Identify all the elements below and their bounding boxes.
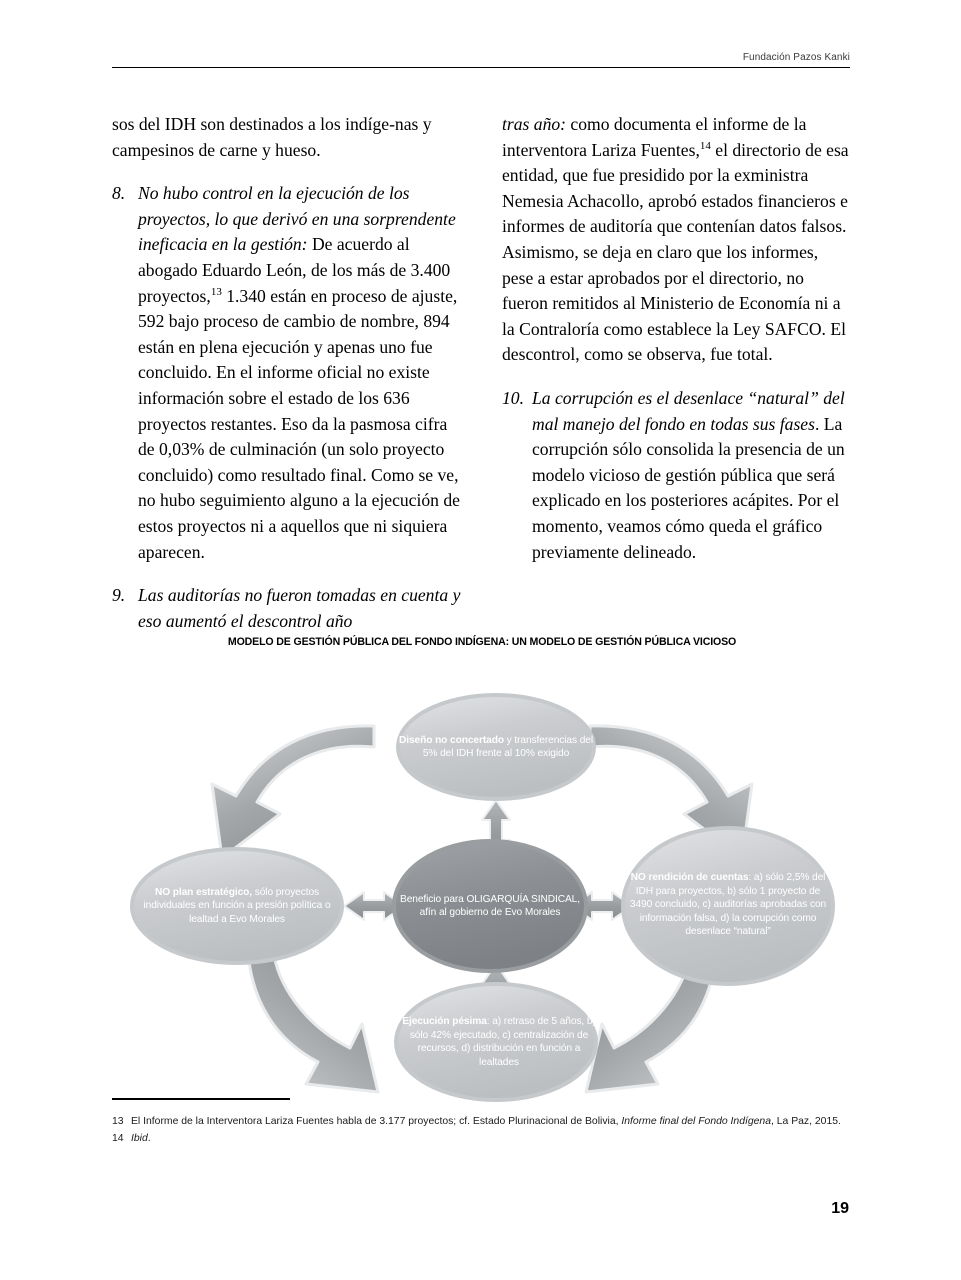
figure-vicious-cycle [112,636,852,1102]
node-top-bold: Diseño no concertado [398,734,504,746]
list-text-8b: 1.340 están en proceso de ajuste, 592 bajo proceso de cambio de nombre, 894 están en plena ejecución y apenas uno fue concluido. En el informe oficial no existe información sobre el estado de los 636 proyectos restantes. Eso da la pasmosa cifra de 0,03% de culminación (un solo proyecto concluido) como resultado final. Como se ve, no hubo seguimiento alguno a la ejecución de estos proyectos ni a aquellos que ni siquiera aparecen. [138,285,460,562]
list-lead-9: Las auditorías no fueron tomadas en cuenta y eso aumentó el descontrol año [138,585,461,631]
node-ellipse-top[interactable] [398,695,594,799]
list-text-10a: . La corrupción sólo consolida la presencia de un modelo vicioso de gestión pública que será explicado en los posteriores acápites. Por el momento, veamos cómo queda el gráfico previamente delineado. [532,413,845,562]
footnote-ref-14: 14 [699,139,711,152]
left-column [112,112,462,652]
node-left-bold: NO plan estratégico, [154,886,253,898]
footnote-14-italic: Ibid [131,1133,148,1145]
header-rule [112,67,850,68]
node-top-rest: y transferencias del 5% del IDH frente al 10% exigido [422,734,594,759]
paragraph-continuation-right [502,112,852,368]
node-ellipse-left[interactable] [132,849,342,963]
list-body-9 [138,583,462,634]
footnote-13-number: 13 [112,1115,124,1127]
list-number-9: 9. [112,585,126,606]
list-text-8a: De acuerdo al abogado Eduardo León, de los más de 3.400 proyectos, [138,234,451,306]
right-column [502,112,852,652]
footnote-13 [112,1114,852,1130]
list-body-8 [138,181,462,565]
node-right-rest: : a) sólo 2,5% del IDH para proyectos, b) sólo 1 proyecto de 3490 concluido, c) auditorías aprobadas con información falsa, d) la corrupción como desenlace “natural” [629,872,827,938]
list-number-8: 8. [112,183,126,204]
footnote-13-part-b: , La Paz, 2015. [770,1115,841,1127]
body-columns [112,112,852,652]
footnotes [112,1098,852,1149]
footnote-14-text [131,1131,852,1147]
list-lead-8: No hubo control en la ejecución de los proyectos, lo que derivó en una sorprendente ineficacia en la gestión: [138,183,456,255]
list-lead-10: La corrupción es el desenlace “natural” del mal manejo del fondo en todas sus fases [532,387,845,434]
page-number: 19 [831,1200,849,1217]
footnote-14-part-b: . [147,1133,151,1145]
cycle-diagram [112,662,852,1102]
node-ellipse-right[interactable] [623,828,833,984]
node-bottom-rest: : a) retraso de 5 años, b) sólo 42% ejecutado, c) centralización de recursos, d) distribución en función a lealtades [409,1016,596,1068]
list-number-10: 10. [502,387,524,408]
node-ellipse-center[interactable] [394,841,586,971]
footnote-separator [112,1098,290,1100]
list-body-10 [532,386,852,565]
node-center-rest: Beneficio para OLIGARQUÍA SINDICAL, afín al gobierno de Evo Morales [400,893,580,918]
page-header [112,52,850,68]
curved-arrow-bottom-left [248,952,378,1092]
paragraph-continuation-left: sos del IDH son destinados a los indíge-nas y campesinos de carne y hueso. [112,114,432,160]
footnote-14 [112,1131,852,1147]
list-item-8 [112,181,462,565]
footnote-13-part-a: El Informe de la Interventora Lariza Fuentes habla de 3.177 proyectos; cf. Estado Plurinacional de Bolivia, [131,1115,622,1127]
figure-title: MODELO DE GESTIÓN PÚBLICA DEL FONDO INDÍGENA: UN MODELO DE GESTIÓN PÚBLICA VICIOSO [227,636,737,648]
node-ellipse-bottom[interactable] [396,984,596,1100]
cycle-diagram-svg [112,662,852,1102]
list-item-10 [502,386,852,565]
footnote-13-italic: Informe final del Fondo Indígena [621,1115,771,1127]
footnote-ref-13: 13 [210,285,222,298]
footnote-14-number: 14 [112,1133,124,1145]
list-item-9 [112,583,462,634]
continuation-rest: el directorio de esa entidad, que fue presidido por la exministra Nemesia Achacollo, aprobó estados financieros e informes de auditoría que contenían datos falsos. Asimismo, se deja en claro que los informes, pese a estar aprobados por el directorio, no fueron remitidos al Ministerio de Economía ni a la Contraloría como establece la Ley SAFCO. El descontrol, como se observa, fue total. [502,139,849,365]
node-left-rest: sólo proyectos individuales en función a presión política o lealtad a Evo Morales [143,886,331,925]
continuation-text: como documenta el informe de la interventora Lariza Fuentes, [502,114,807,160]
node-bottom-bold: Ejecución pésima [402,1016,487,1027]
curved-arrow-top-left [212,726,374,858]
running-head: Fundación Pazos Kanki [742,52,850,63]
node-right-bold: NO rendición de cuentas [630,872,749,884]
continuation-lead: tras año: [502,114,567,134]
footnote-13-text [131,1114,852,1130]
